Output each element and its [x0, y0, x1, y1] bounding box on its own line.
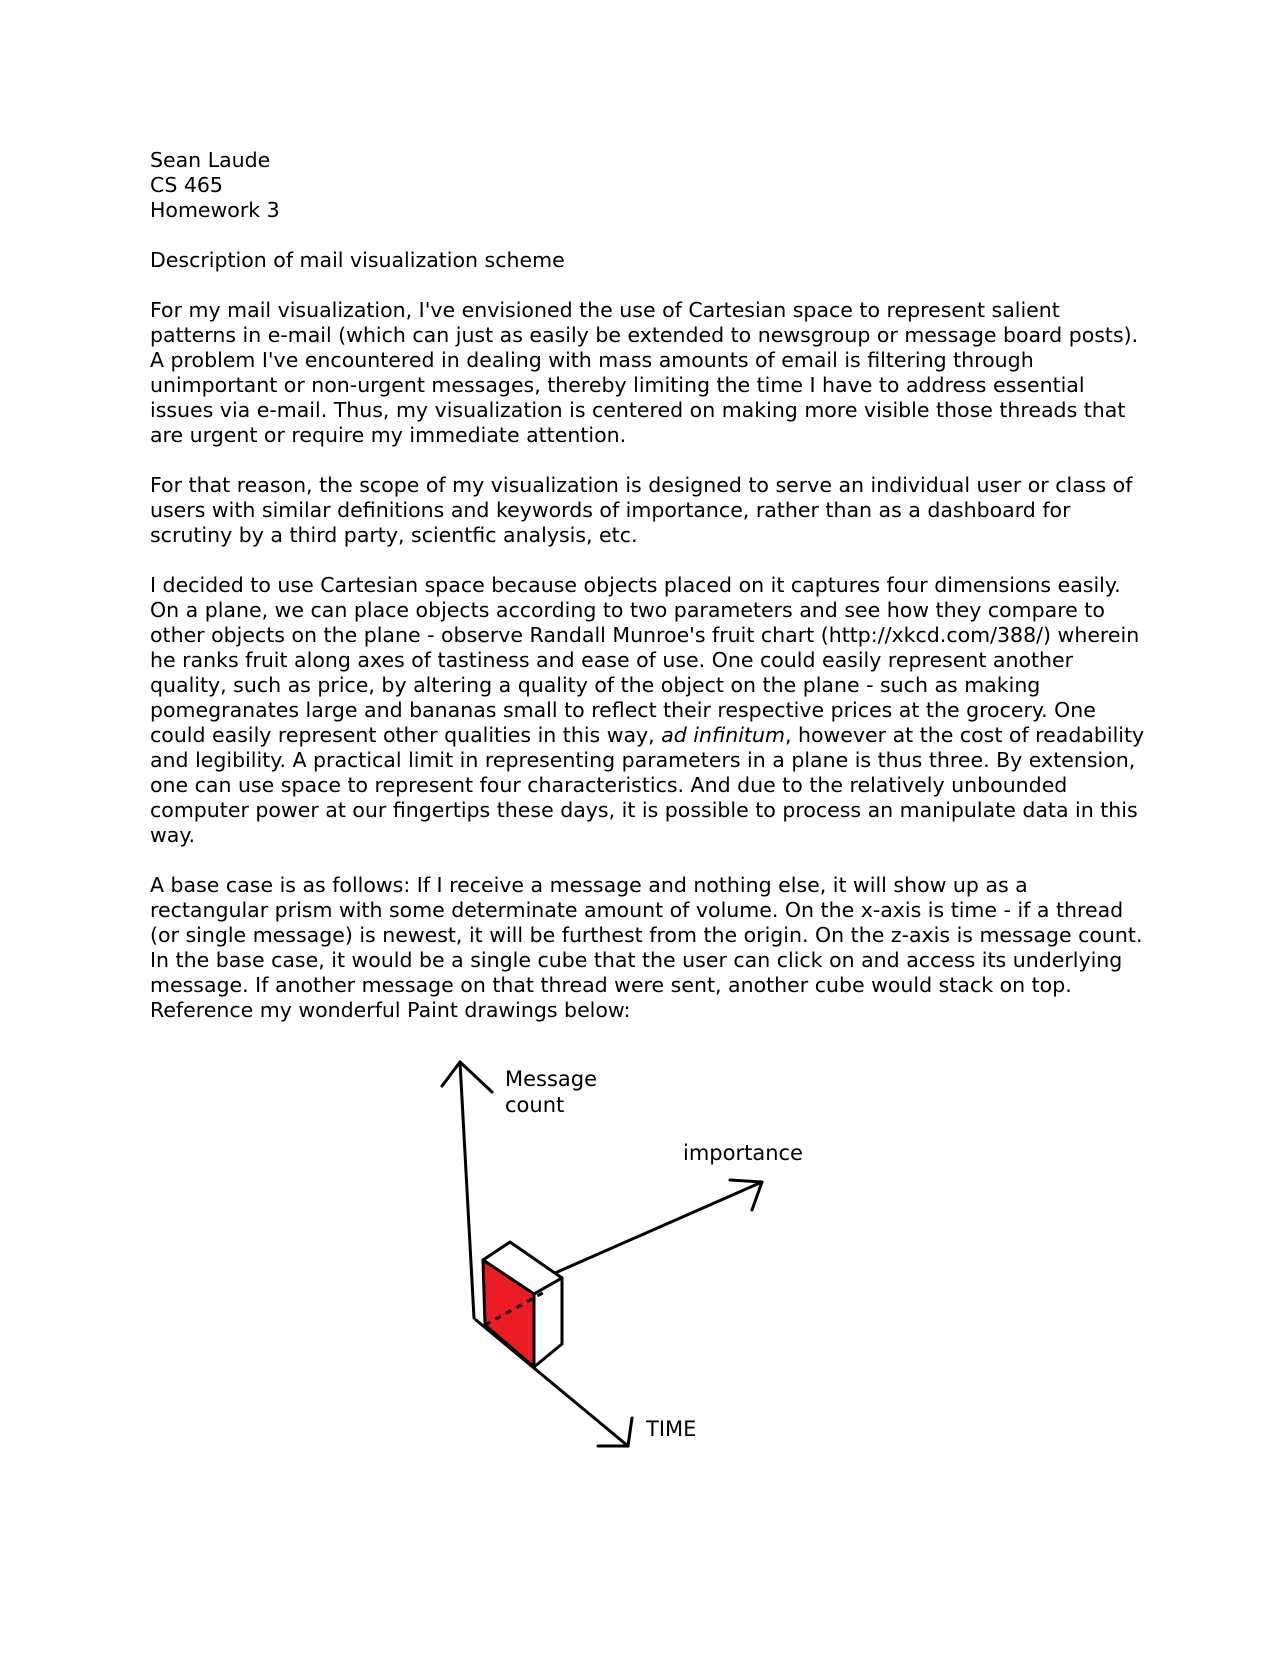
course-code: CS 465: [150, 173, 223, 197]
paragraph-3-part-2: , however at the cost of readability and legibility. A practical limit in representing parameters in a plane is thus three. By extension, one can use space to represent four characteristics. And due to the relatively unbounded computer power at our fingertips these days, it is possible to process an manipulate data in this way.: [150, 723, 1145, 847]
section-title: Description of mail visualization scheme: [150, 248, 565, 272]
time-axis: [476, 1320, 628, 1446]
cube-hidden-edge: [485, 1290, 548, 1325]
cube-side-face: [534, 1278, 562, 1367]
paragraph-3-part-1: I decided to use Cartesian space because objects placed on it captures four dimensions easily. On a plane, we can place objects according to two parameters and see how they compare to other objects on the plane - observe Randall Munroe's fruit chart (http://xkcd.com/388/) wherein he ranks fruit along axes of tastiness and ease of use. One could easily represent another quality, such as price, by altering a quality of the object on the plane - such as making pomegranates large and bananas small to reflect their respective prices at the grocery. One could easily represent other qualities in this way,: [150, 573, 1140, 747]
label-count: count: [505, 1093, 565, 1117]
header-block: [150, 148, 1150, 223]
importance-arrowhead: [730, 1180, 762, 1210]
cube-top-face: [483, 1242, 562, 1294]
paragraph-2: For that reason, the scope of my visualization is designed to serve an individual user or class of users with similar definitions and keywords of importance, rather than as a dashboard for scrutiny by a third party, scientfic analysis, etc.: [150, 473, 1133, 547]
time-arrowhead: [598, 1418, 632, 1446]
paragraph-4: A base case is as follows: If I receive a message and nothing else, it will show up as a rectangular prism with some determinate amount of volume. On the x-axis is time - if a thread (or single message) is newest, it will be furthest from the origin. On the z-axis is message count. In the base case, it would be a single cube that the user can click on and access its underlying message. If another message on that thread were sent, another cube would stack on top. Reference my wonderful Paint drawings below:: [150, 873, 1143, 1022]
paragraph-3: [150, 573, 1150, 848]
document-page: [150, 148, 1150, 1048]
paragraph-3-italic: ad infinitum: [661, 723, 785, 747]
paragraph-1: For my mail visualization, I've envisioned the use of Cartesian space to represent salient patterns in e-mail (which can just as easily be extended to newsgroup or message board posts). A problem I've encountered in dealing with mass amounts of email is filtering through unimportant or non-urgent messages, thereby limiting the time I have to address essential issues via e-mail. Thus, my visualization is centered on making more visible those threads that are urgent or require my immediate attention.: [150, 298, 1139, 447]
importance-axis: [505, 1182, 762, 1295]
assignment-title: Homework 3: [150, 198, 280, 222]
label-importance: importance: [683, 1141, 803, 1165]
label-time: TIME: [646, 1417, 697, 1441]
message-count-axis: [460, 1062, 474, 1318]
message-count-arrowhead: [442, 1062, 492, 1092]
cube-front-face: [483, 1260, 534, 1367]
author-name: Sean Laude: [150, 148, 271, 172]
label-message: Message: [505, 1067, 598, 1091]
